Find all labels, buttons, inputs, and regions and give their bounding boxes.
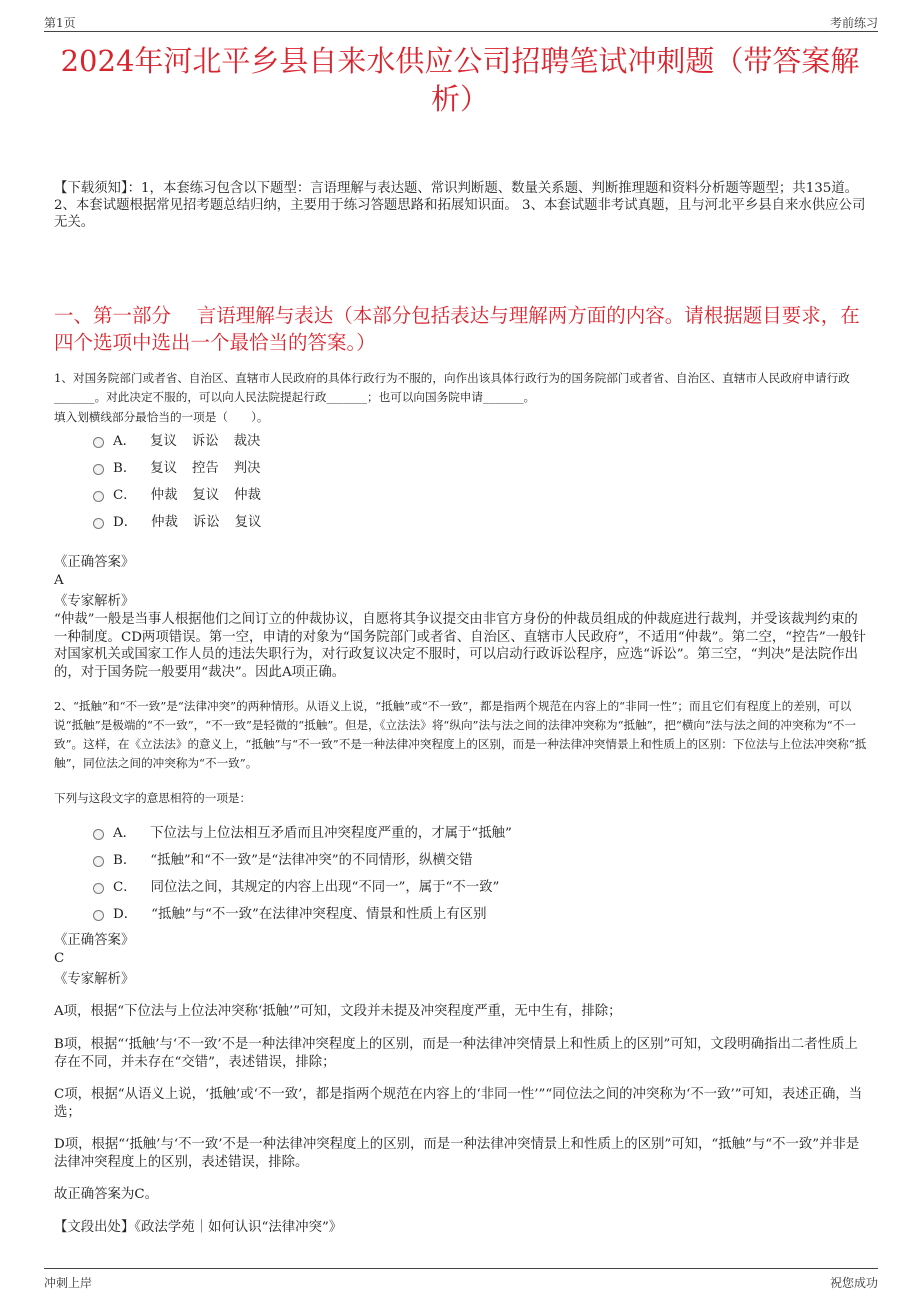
q1-options: [93, 426, 813, 534]
radio-button[interactable]: [93, 910, 104, 921]
q2-answer: C: [54, 951, 65, 966]
radio-button[interactable]: [93, 883, 104, 894]
footer-right-text: 祝您成功: [829, 1276, 878, 1290]
radio-button[interactable]: [93, 829, 104, 840]
q2-analysis-c: C项，根据“从语义上说，‘抵触’或‘不一致’，都是指两个规范在内容上的‘非同一性’”“同位法之间的冲突称为‘不一致’”可知，表述正确，当选；: [54, 1087, 863, 1120]
q1-analysis-label: 《专家解析》: [54, 594, 135, 609]
radio-button[interactable]: [93, 856, 104, 867]
document-title: 2024年河北平乡县自来水供应公司招聘笔试冲刺题（带答案解析）: [60, 44, 860, 116]
radio-button[interactable]: [93, 518, 104, 529]
q1-analysis: “仲裁”一般是当事人根据他们之间订立的仲裁协议，自愿将其争议提交由非官方身份的仲裁员组成的仲裁庭进行裁判，并受该裁判约束的一种制度。CD两项错误。第一空，申请的对象为“国务院部门或者省、自治区、直辖市人民政府”，不适用“仲裁”。第二空，“控告”一般针对国家机关或国家工作人员的违法失职行为，对行政复议决定不服时，可以启动行政诉讼程序，应选“诉讼”。第三空，“判决”是法院作出的，对于国务院一般要用“裁决”。因此A项正确。: [54, 612, 866, 680]
q1-answer: A: [54, 573, 64, 588]
page-number: 第1页: [44, 16, 76, 30]
q2-option-d[interactable]: D． “抵触”与“不一致”在法律冲突程度、情景和性质上有区别: [93, 899, 813, 926]
q2-answer-label: 《正确答案》: [54, 933, 135, 948]
q1-answer-label: 《正确答案》: [54, 555, 135, 570]
q2-source: 【文段出处】《政法学苑｜如何认识“法律冲突”》: [54, 1220, 343, 1235]
q2-analysis-a: A项，根据“下位法与上位法冲突称‘抵触’”可知，文段并未提及冲突程度严重，无中生有，排除；: [54, 1004, 622, 1019]
q2-stem: 2、“抵触”和“不一致”是“法律冲突”的两种情形。从语义上说，“抵触”或“不一致”，都是指两个规范在内容上的“非同一性”；而且它们有程度上的差别，可以说“抵触”是极端的“不一致”，“不一致”是轻微的“抵触”。但是，《立法法》将“纵向”法与法之间的法律冲突称为“抵触”，把“横向”法与法之间的冲突称为“不一致”。这样，在《立法法》的意义上，“抵触”与“不一致”不是一种法律冲突程度上的区别，而是一种法律冲突情景上和性质上的区别：下位法与上位法冲突称“抵触”，同位法之间的冲突称为“不一致”。: [54, 699, 867, 770]
radio-button[interactable]: [93, 491, 104, 502]
page-footer: [44, 1268, 878, 1298]
q1-option-a[interactable]: A． 复议 诉讼 裁决: [93, 426, 813, 453]
footer-left-text: 冲刺上岸: [44, 1276, 93, 1290]
q2-option-a[interactable]: A． 下位法与上位法相互矛盾而且冲突程度严重的，才属于“抵触”: [93, 818, 813, 845]
q2-option-c[interactable]: C． 同位法之间，其规定的内容上出现“不同一”，属于“不一致”: [93, 872, 813, 899]
q2-option-b[interactable]: B． “抵触”和“不一致”是“法律冲突”的不同情形，纵横交错: [93, 845, 813, 872]
q1-stem: 1、对国务院部门或者省、自治区、直辖市人民政府的具体行政行为不服的，向作出该具体行政行为的国务院部门或者省、自治区、直辖市人民政府申请行政_______。对此决定不服的，可以向人民法院提起行政_______；也可以向国务院申请_______。: [54, 371, 850, 404]
radio-button[interactable]: [93, 464, 104, 475]
radio-button[interactable]: [93, 437, 104, 448]
q2-conclusion: 故正确答案为C。: [54, 1187, 158, 1202]
q2-prompt: 下列与这段文字的意思相符的一项是：: [54, 791, 252, 805]
page-header: [44, 12, 878, 32]
section-title: 一、第一部分 言语理解与表达（本部分包括表达与理解两方面的内容。请根据题目要求，在四个选项中选出一个最恰当的答案。）: [54, 304, 860, 354]
q2-analysis-b: B项，根据“‘抵触’与‘不一致’不是一种法律冲突程度上的区别，而是一种法律冲突情景上和性质上的区别”可知，文段明确指出二者性质上存在不同，并未存在“交错”，表述错误，排除；: [54, 1037, 858, 1070]
download-notice: 【下载须知】：1，本套练习包含以下题型：言语理解与表达题、常识判断题、数量关系题、判断推理题和资料分析题等题型；共135道。 2、本套试题根据常见招考题总结归纳，主要用于练习答题思路和拓展知识面。 3、本套试题非考试真题，且与河北平乡县自来水供应公司无关。: [54, 181, 866, 230]
q1-prompt: 填入划横线部分最恰当的一项是（ ）。: [54, 410, 269, 424]
header-tag: 考前练习: [829, 16, 878, 30]
q2-analysis-label: 《专家解析》: [54, 972, 135, 987]
q1-option-c[interactable]: C． 仲裁 复议 仲裁: [93, 480, 813, 507]
q1-option-b[interactable]: B． 复议 控告 判决: [93, 453, 813, 480]
q2-analysis-d: D项，根据“‘抵触’与‘不一致’不是一种法律冲突程度上的区别，而是一种法律冲突情景上和性质上的区别”可知，“抵触”与“不一致”并非是法律冲突程度上的区别，表述错误，排除。: [54, 1137, 860, 1170]
q2-options: [93, 818, 813, 926]
q1-option-d[interactable]: D． 仲裁 诉讼 复议: [93, 507, 813, 534]
